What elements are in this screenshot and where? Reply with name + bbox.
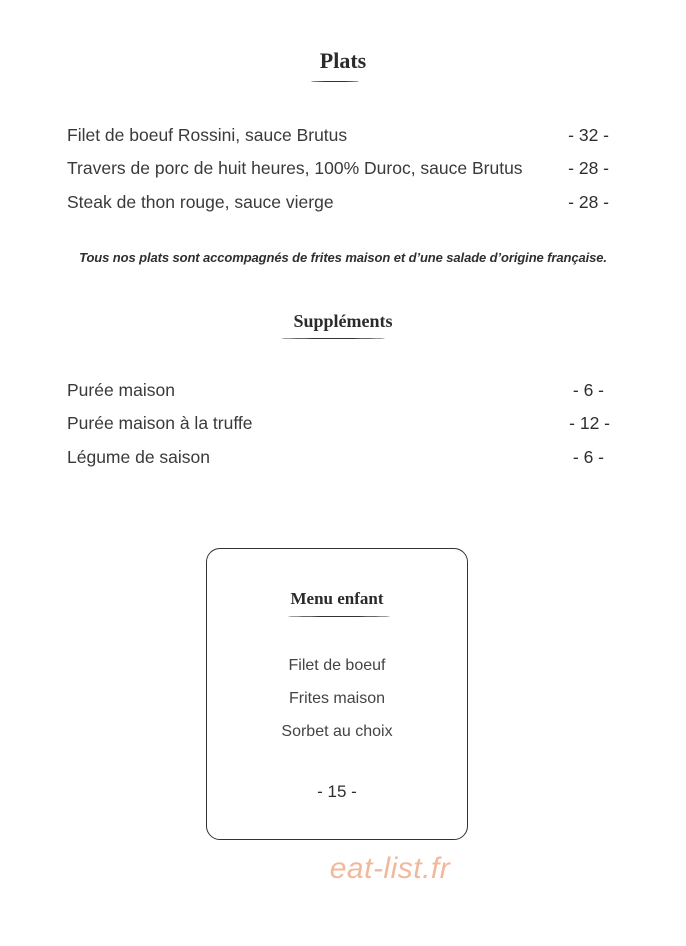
menu-item-price: - 28 - [568, 192, 609, 212]
supplement-item-label: Purée maison à la truffe [67, 413, 253, 433]
plats-title-underline [311, 81, 359, 82]
menu-item-row [67, 190, 609, 214]
menu-enfant-item: Sorbet au choix [281, 723, 393, 740]
menu-item-label: Steak de thon rouge, sauce vierge [67, 192, 334, 212]
menu-enfant-box [206, 548, 468, 840]
supplement-item-label: Purée maison [67, 380, 175, 400]
plats-title-text: Plats [319, 48, 367, 73]
supplements-title-underline [281, 338, 385, 339]
plats-note: Tous nos plats sont accompagnés de frites maison et d’une salade d’origine française. [79, 250, 607, 265]
supplement-item-price: - 6 - [572, 447, 604, 467]
supplement-item-price: - 12 - [569, 413, 610, 433]
supplement-item-row [67, 378, 604, 402]
section-title-plats [0, 48, 686, 74]
menu-item-row [67, 123, 609, 147]
supplement-item-row [67, 411, 610, 435]
menu-item-price: - 32 - [568, 125, 609, 145]
menu-enfant-item: Frites maison [288, 690, 386, 707]
supplement-item-label: Légume de saison [67, 447, 211, 467]
menu-enfant-price: - 15 - [317, 782, 357, 801]
menu-enfant-title-text: Menu enfant [290, 589, 384, 608]
menu-item-row [67, 156, 609, 180]
watermark-logo: eat-list.fr [329, 852, 451, 885]
supplements-title-text: Suppléments [293, 311, 393, 331]
supplement-item-price: - 6 - [572, 380, 604, 400]
menu-enfant-title-underline [288, 616, 390, 617]
menu-item-label: Travers de porc de huit heures, 100% Duroc, sauce Brutus [67, 158, 523, 178]
supplement-item-row [67, 445, 604, 469]
menu-enfant-item: Filet de boeuf [288, 657, 386, 674]
menu-enfant-title [207, 589, 467, 609]
menu-item-label: Filet de boeuf Rossini, sauce Brutus [67, 125, 348, 145]
section-title-supplements [0, 311, 686, 332]
menu-item-price: - 28 - [568, 158, 609, 178]
